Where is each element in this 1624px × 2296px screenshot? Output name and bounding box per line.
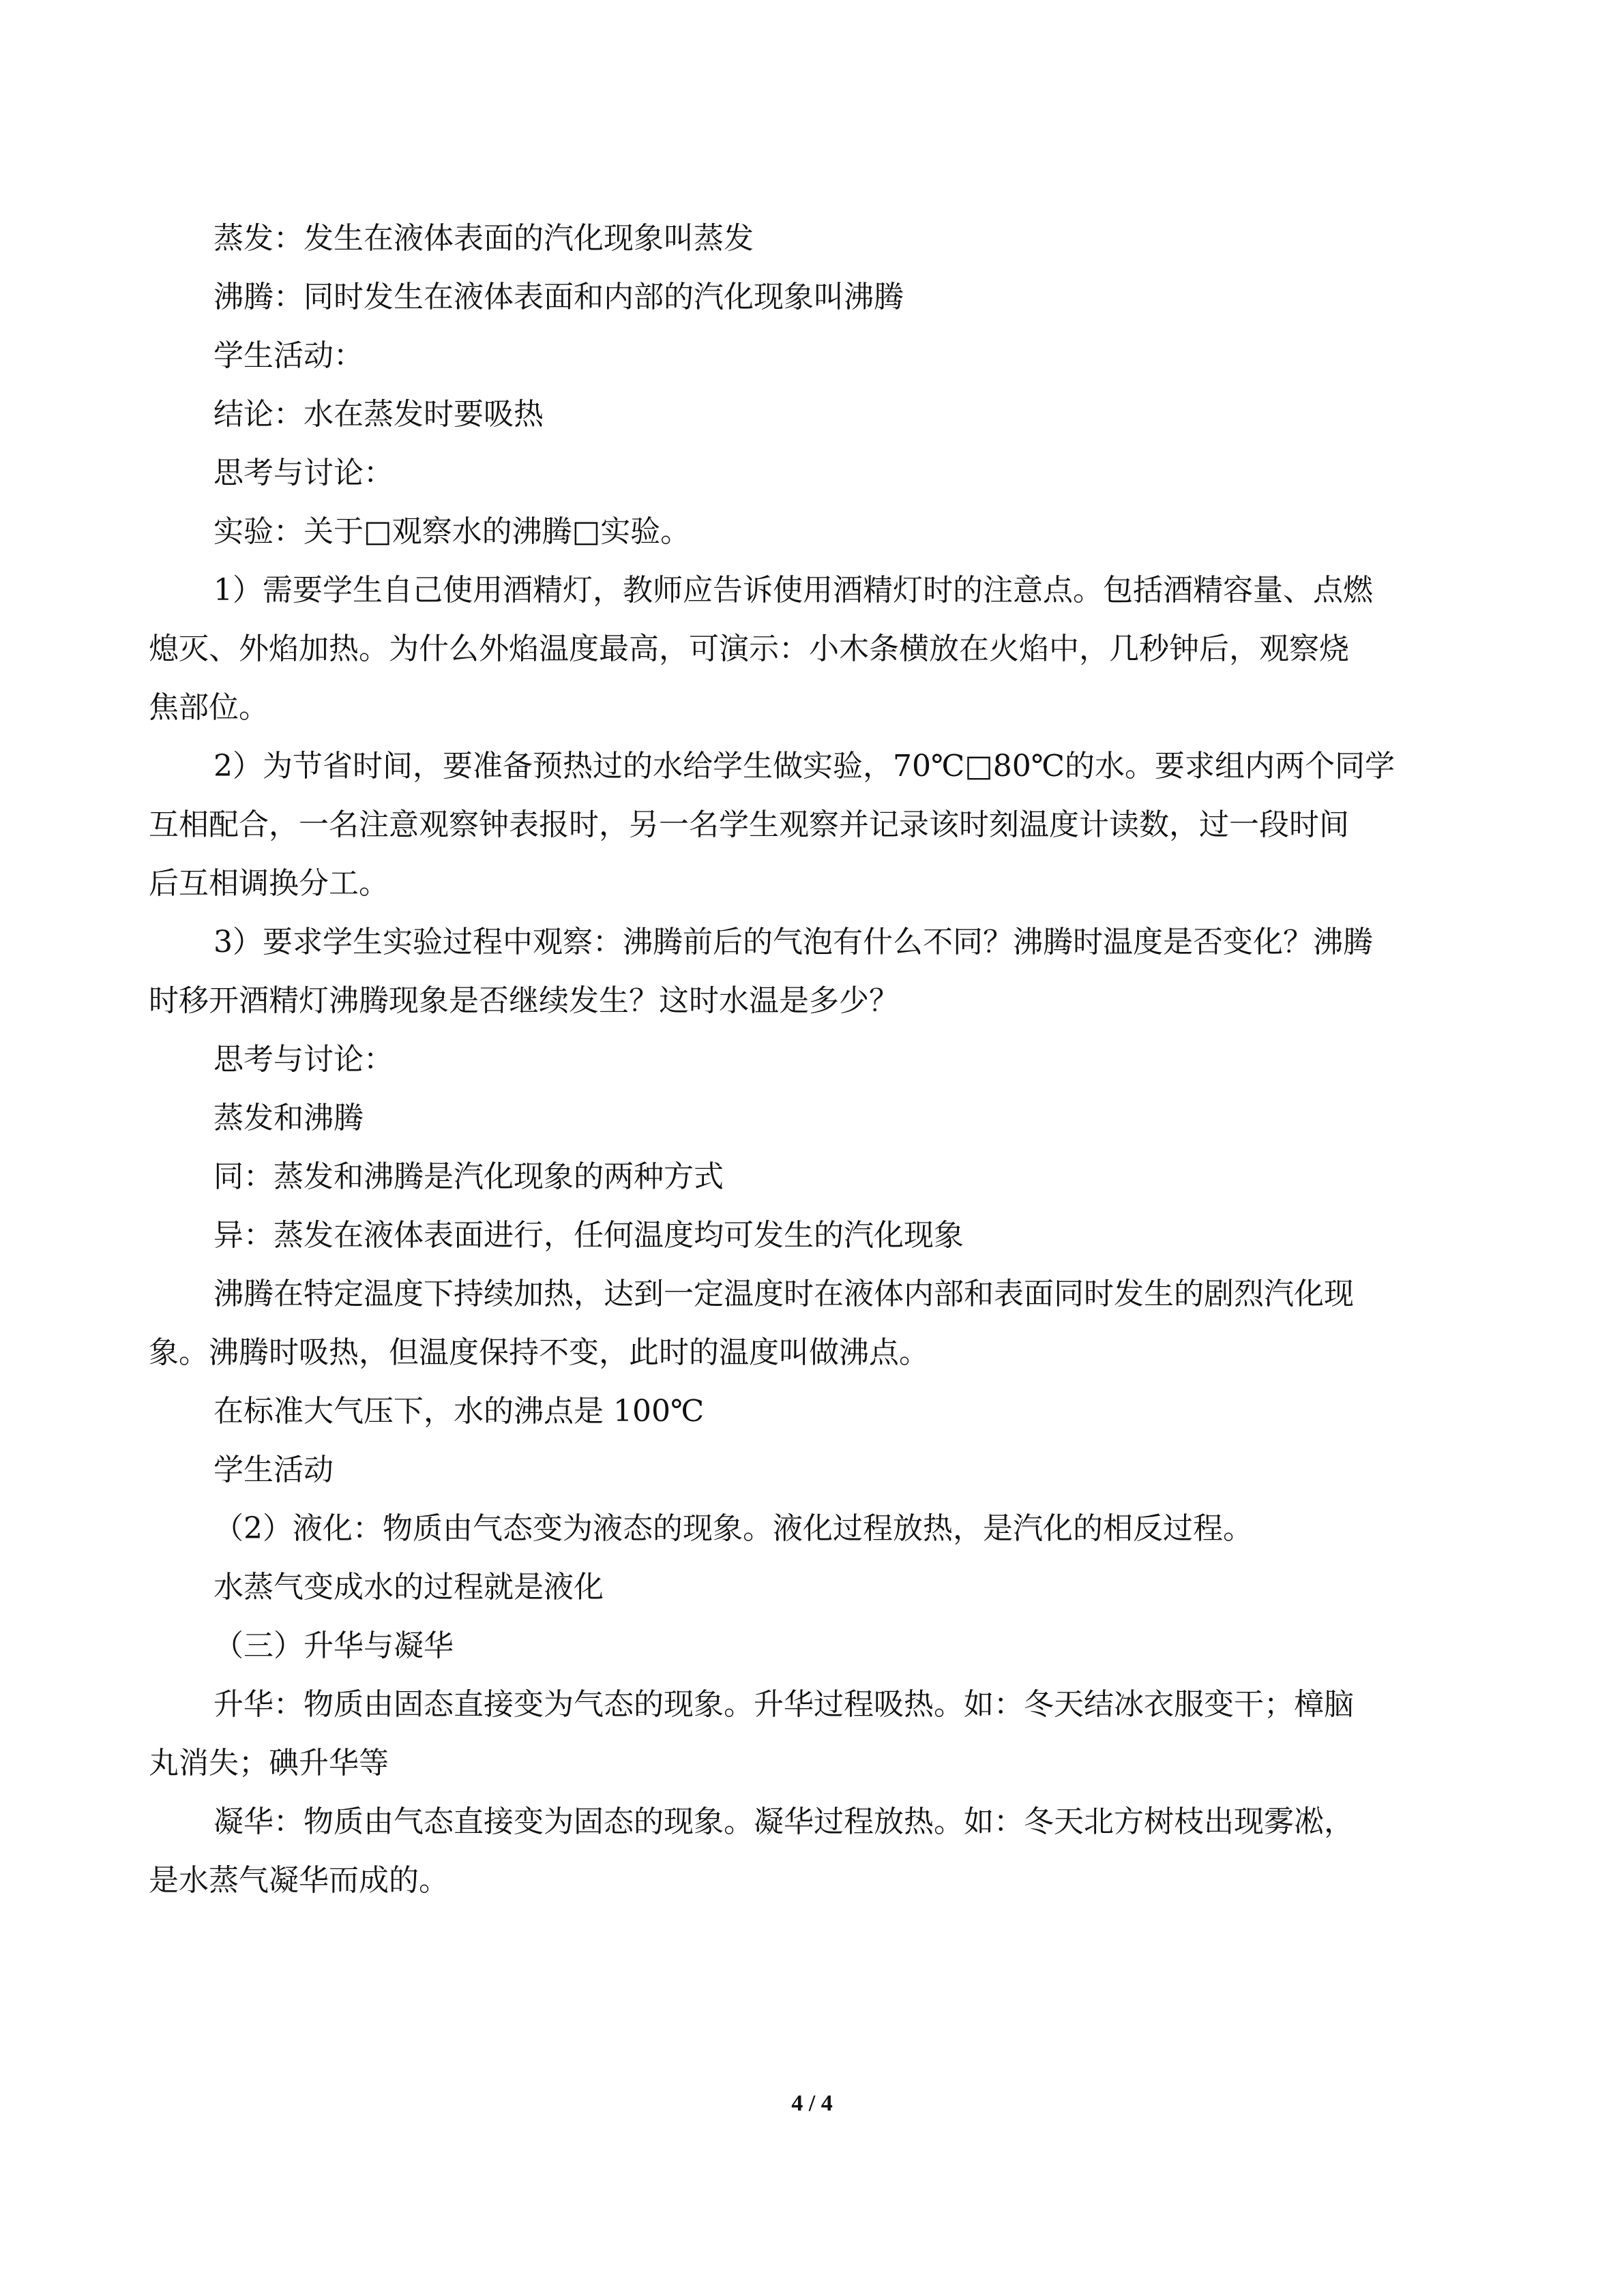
text-line: 焦部位。 (149, 690, 269, 725)
text-line: 异：蒸发在液体表面进行，任何温度均可发生的汽化现象 (213, 1218, 964, 1253)
text-line: 实验：关于□观察水的沸腾□实验。 (213, 514, 691, 549)
text-line: 结论：水在蒸发时要吸热 (213, 397, 544, 432)
text-line: 熄灭、外焰加热。为什么外焰温度最高，可演示：小木条横放在火焰中，几秒钟后，观察烧 (149, 631, 1349, 666)
text-line: 沸腾：同时发生在液体表面和内部的汽化现象叫沸腾 (213, 280, 904, 314)
text-line: 沸腾在特定温度下持续加热，达到一定温度时在液体内部和表面同时发生的剧烈汽化现 (213, 1277, 1354, 1311)
text-line: 互相配合，一名注意观察钟表报时，另一名学生观察并记录该时刻温度计读数，过一段时间 (149, 807, 1349, 842)
text-line: 思考与讨论： (213, 456, 394, 490)
text-line: 水蒸气变成水的过程就是液化 (213, 1570, 604, 1605)
text-line: 思考与讨论： (213, 1042, 394, 1077)
page-number: 4 / 4 (791, 2091, 833, 2116)
text-line: 2）为节省时间，要准备预热过的水给学生做实验，70℃□80℃的水。要求组内两个同学 (213, 749, 1395, 784)
text-line: 蒸发和沸腾 (213, 1101, 364, 1135)
text-line: （2）液化：物质由气态变为液态的现象。液化过程放热，是汽化的相反过程。 (213, 1511, 1253, 1546)
text-line: 学生活动： (213, 338, 364, 373)
text-line: 后互相调换分工。 (149, 866, 389, 901)
text-line: 凝华：物质由气态直接变为固态的现象。凝华过程放热。如：冬天北方树枝出现雾凇， (213, 1804, 1354, 1839)
text-line: 蒸发：发生在液体表面的汽化现象叫蒸发 (213, 221, 754, 256)
text-line: 同：蒸发和沸腾是汽化现象的两种方式 (213, 1159, 724, 1194)
text-line: 学生活动 (213, 1452, 334, 1487)
text-line: 象。沸腾时吸热，但温度保持不变，此时的温度叫做沸点。 (149, 1335, 929, 1370)
text-line: 在标准大气压下，水的沸点是 100℃ (213, 1394, 705, 1429)
text-line: 时移开酒精灯沸腾现象是否继续发生？这时水温是多少？ (149, 983, 899, 1018)
text-line: 丸消失；碘升华等 (149, 1746, 389, 1780)
text-line: （三）升华与凝华 (213, 1628, 454, 1663)
text-line: 1）需要学生自己使用酒精灯，教师应告诉使用酒精灯时的注意点。包括酒精容量、点燃 (213, 573, 1373, 608)
text-line: 是水蒸气凝华而成的。 (149, 1863, 449, 1898)
text-line: 3）要求学生实验过程中观察：沸腾前后的气泡有什么不同？沸腾时温度是否变化？沸腾 (213, 925, 1373, 959)
text-line: 升华：物质由固态直接变为气态的现象。升华过程吸热。如：冬天结冰衣服变干；樟脑 (213, 1687, 1354, 1722)
